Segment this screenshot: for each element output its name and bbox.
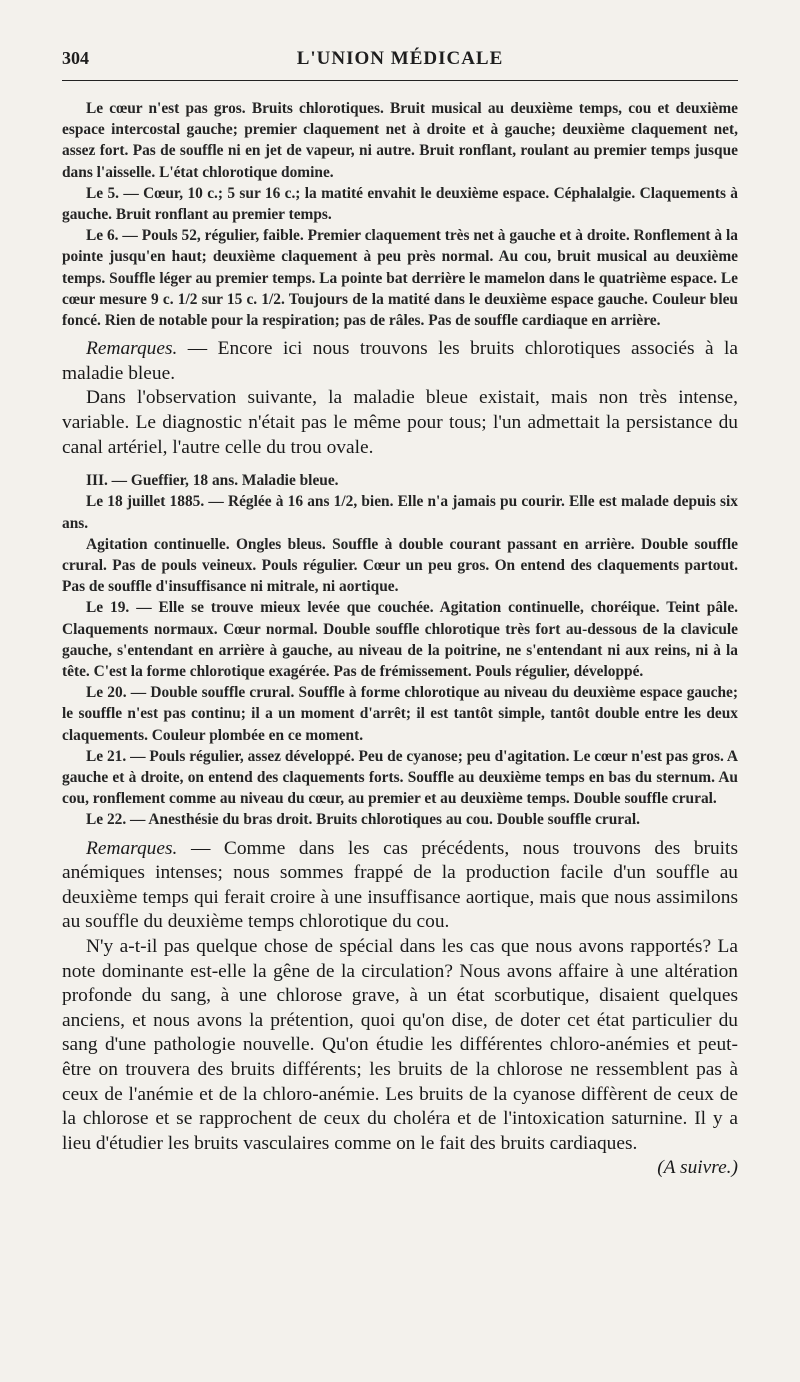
paragraph-le-5: Le 5. — Cœur, 10 c.; 5 sur 16 c.; la matité envahit le deuxième espace. Céphalalgie. Claquements à gauche. Bruit ronflant au premier temps. (62, 184, 738, 224)
paragraph-le-22: Le 22. — Anesthésie du bras droit. Bruits chlorotiques au cou. Double souffle crural. (86, 811, 640, 829)
header-rule (62, 80, 738, 81)
paragraph-observation-1: Le cœur n'est pas gros. Bruits chlorotiques. Bruit musical au deuxième temps, cou et deuxième espace intercostal gauche; premier claquement net à droite et à gauche; deuxième claquement net, assez fort. Pas de souffle ni en jet de vapeur, ni autre. Bruit ronflant, roulant au premier temps jusque dans l'aisselle. L'état chlorotique domine. (62, 100, 738, 181)
page-header (62, 44, 738, 72)
paragraph-remarques-1 (62, 337, 738, 386)
spacer (62, 460, 738, 470)
case-heading: III. — Gueffier, 18 ans. Maladie bleue. (86, 472, 339, 490)
remarques-text: — Comme dans les cas précédents, nous trouvons des bruits anémiques intenses; nous sommes frappé de la production facile d'un souffle au deuxième temps qui ferait croire à une insuffisance aortique, mais que nous assimilons au souffle du deuxième temps chlorotique du cou. (62, 837, 738, 933)
page-body (62, 98, 738, 1181)
a-suivre: (A suivre.) (657, 1157, 738, 1179)
paragraph-observation-suivante: Dans l'observation suivante, la maladie bleue existait, mais non très intense, variable. Le diagnostic n'était pas le même pour tous; l'un admettait la persistance du canal artériel, l'autre celle du trou ovale. (62, 387, 738, 458)
remarques-label: Remarques. (86, 837, 178, 859)
remarques-label: Remarques. (86, 338, 178, 360)
paragraph-remarques-2 (62, 837, 738, 935)
page-number: 304 (62, 48, 89, 68)
paragraph-le-20: Le 20. — Double souffle crural. Souffle à forme chlorotique au niveau du deuxième espace gauche; le souffle n'est pas continu; il a un moment d'arrêt; il est tantôt simple, tantôt double entre les deux claquements. Couleur plombée en ce moment. (62, 684, 738, 744)
paragraph-conclusion: N'y a-t-il pas quelque chose de spécial dans les cas que nous avons rapportés? La note dominante est-elle la gêne de la circulation? Nous avons affaire à une altération profonde du sang, à une chlorose grave, à un état scorbutique, disaient quelques anciens, et nous avons la prétention, quoi qu'on dise, de doter cet état particulier du sang d'une pathologie nouvelle. Qu'on étudie les différentes chloro-anémies et peut-être on trouvera des bruits différents; les bruits de la chlorose ne ressemblent pas à ceux de l'anémie et de la chloro-anémie. Les bruits de la cyanose diffèrent de ceux de la chlorose et se rapprochent de ceux du choléra et de l'intoxication saturnine. Il y a lieu d'étudier les bruits vasculaires comme on le fait des bruits cardiaques. (62, 936, 738, 1154)
paragraph-agitation: Agitation continuelle. Ongles bleus. Souffle à double courant passant en arrière. Double souffle crural. Pas de pouls veineux. Pouls régulier. Cœur un peu gros. On entend des claquements partout. Pas de souffle d'insuffisance ni mitrale, ni aortique. (62, 535, 738, 596)
remarques-text: — Encore ici nous trouvons les bruits chlorotiques associés à la maladie bleue. (62, 338, 738, 384)
journal-title: L'UNION MÉDICALE (296, 48, 504, 69)
paragraph-le-21: Le 21. — Pouls régulier, assez développé. Peu de cyanose; peu d'agitation. Le cœur n'est pas gros. A gauche et à droite, on entend des claquements forts. Souffle au deuxième temps en bas du sternum. Au cou, ronflement comme au niveau du cœur, au premier et au deuxième temps. Double souffle crural. (62, 747, 738, 808)
paragraph-le-6: Le 6. — Pouls 52, régulier, faible. Premier claquement très net à gauche et à droite. Ronflement à la pointe jusqu'en haut; deuxième claquement à peu près normal. Au cou, bruit musical au deuxième temps. Souffle léger au premier temps. La pointe bat derrière le mamelon dans le quatrième espace. Le cœur mesure 9 c. 1/2 sur 15 c. 1/2. Toujours de la matité dans le deuxième espace gauche. Couleur bleu foncé. Rien de notable pour la respiration; pas de râles. Pas de souffle cardiaque en arrière. (62, 227, 738, 330)
paragraph-le-18-juillet: Le 18 juillet 1885. — Réglée à 16 ans 1/2, bien. Elle n'a jamais pu courir. Elle est malade depuis six ans. (62, 493, 738, 532)
paragraph-le-19: Le 19. — Elle se trouve mieux levée que couchée. Agitation continuelle, choréique. Teint pâle. Claquements normaux. Cœur normal. Double souffle chlorotique très fort au-dessous de la clavicule gauche, s'entendant en arrière à gauche, au niveau de la poitrine, ne s'entendant ni aux reins, ni à la tête. C'est la forme chlorotique exagérée. Pas de frémissement. Pouls régulier, développé. (62, 599, 738, 681)
